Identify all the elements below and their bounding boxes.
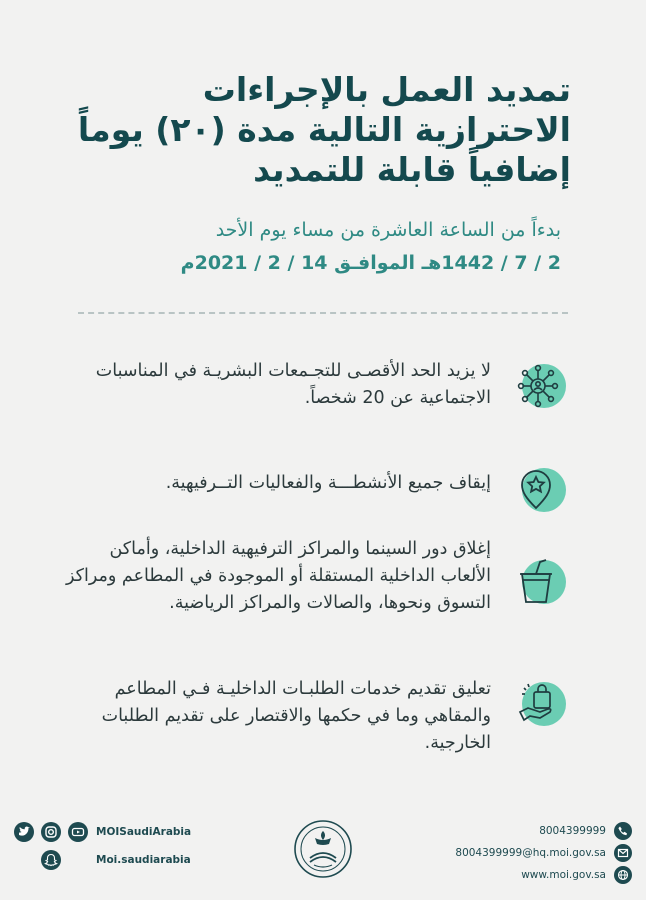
delivery-bag-icon <box>514 678 566 730</box>
email-row[interactable] <box>432 844 632 864</box>
email-icon <box>614 844 632 862</box>
measure-item-activities <box>66 462 566 512</box>
website-row[interactable] <box>432 866 632 886</box>
social-links <box>14 822 194 882</box>
date-info <box>61 214 561 280</box>
phone-row[interactable] <box>432 822 632 842</box>
page-title: تمديد العمل بالإجراءات الاحترازية التالية مدة (٢٠) يوماً إضافياً قابلة للتمديد <box>77 70 571 189</box>
measure-text-activities: إيقاف جميع الأنشطـــة والفعاليات التــرفيهية. <box>165 473 491 493</box>
measure-text-dine-in: تعليق تقديم خدمات الطلبـات الداخليـة فـي المطاعم والمقاهي وما في حكمها والاقتصار على تقديم الطلبات الخارجية. <box>101 679 491 753</box>
phone-number[interactable]: 8004399999 <box>539 825 606 837</box>
phone-icon <box>614 822 632 840</box>
measure-text-gatherings: لا يزيد الحد الأقصـى للتجـمعات البشريـة في المناسبات الاجتماعية عن 20 شخصاً. <box>95 361 491 408</box>
measure-item-dine-in <box>66 676 566 766</box>
snapchat-icon[interactable] <box>41 850 61 870</box>
star-location-icon <box>514 464 566 516</box>
people-network-icon <box>514 360 566 412</box>
dashed-divider <box>78 312 568 314</box>
popcorn-drink-icon <box>514 556 566 608</box>
measure-text-cinemas: إغلاق دور السينما والمراكز الترفيهية الداخلية، وأماكن الألعاب الداخلية المستقلة أو الموجودة في المطاعم ومراكز التسوق ونحوها، والصالات والمراكز الرياضية. <box>66 539 491 613</box>
moi-emblem-logo <box>288 818 358 880</box>
date-line-2: 2 / 7 / 1442هـ الموافـق 14 / 2 / 2021م <box>180 252 561 274</box>
contact-info <box>432 818 632 888</box>
social-handle[interactable]: MOISaudiArabia <box>96 826 192 838</box>
date-line-1: بدءاً من الساعة العاشرة من مساء يوم الأحد <box>215 219 561 241</box>
website-url[interactable]: www.moi.gov.sa <box>521 869 606 881</box>
globe-icon <box>614 866 632 884</box>
email-address[interactable]: 8004399999@hq.moi.gov.sa <box>455 847 606 859</box>
measure-item-gatherings <box>66 358 566 418</box>
measure-item-cinemas <box>66 536 566 646</box>
snapchat-handle[interactable]: Moi.saudiarabia <box>96 854 191 866</box>
instagram-icon[interactable] <box>41 822 61 842</box>
twitter-icon[interactable] <box>14 822 34 842</box>
youtube-icon[interactable] <box>68 822 88 842</box>
